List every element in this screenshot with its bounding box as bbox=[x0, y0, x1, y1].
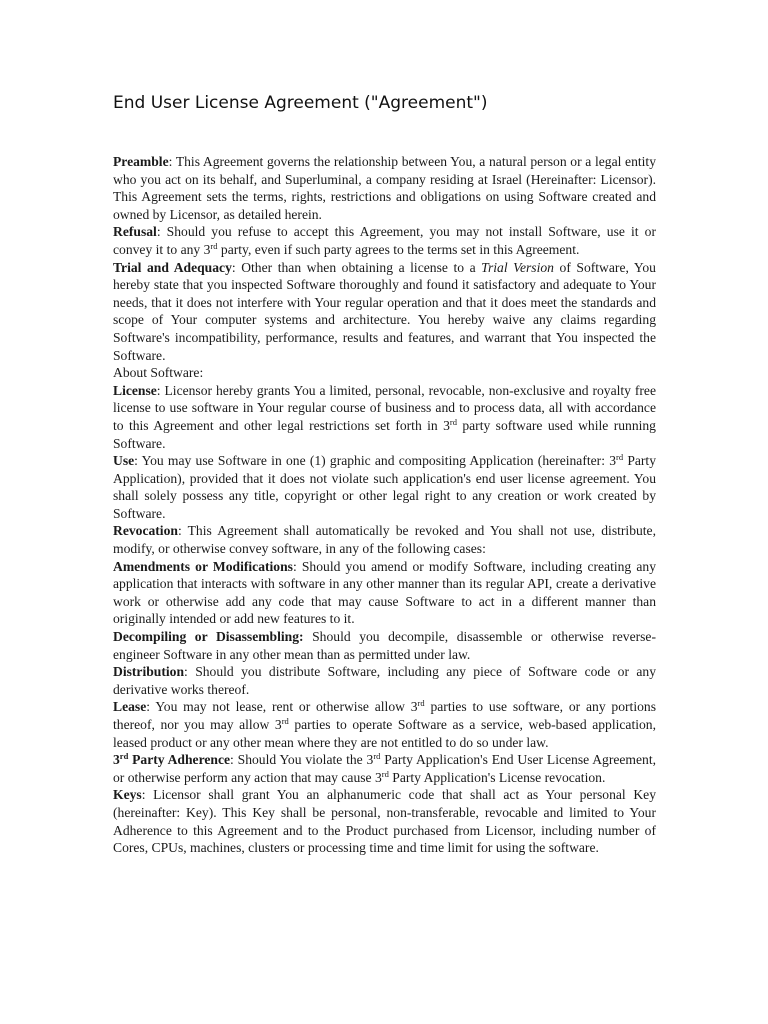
ordinal-suffix: rd bbox=[119, 751, 129, 762]
ordinal-suffix: rd bbox=[616, 452, 624, 463]
document-title: End User License Agreement ("Agreement") bbox=[113, 93, 488, 113]
ordinal-suffix: rd bbox=[210, 240, 218, 251]
section-text: parties to use software, or any portions thereof, nor you may allow 3 bbox=[113, 699, 656, 732]
section-term: Revocation bbox=[113, 523, 178, 539]
section-term: Keys bbox=[113, 787, 142, 803]
section-term: Preamble bbox=[113, 154, 169, 169]
section-text: : Should you refuse to accept this Agreement, you may not install Software, use it or convey it to any 3 bbox=[113, 224, 656, 257]
section-preamble bbox=[113, 153, 656, 223]
section-amendments bbox=[113, 558, 656, 628]
section-term: Decompiling or Disassembling: bbox=[113, 629, 304, 645]
section-term: Lease bbox=[113, 699, 147, 715]
section-refusal bbox=[113, 223, 656, 258]
section-distribution bbox=[113, 663, 656, 698]
section-text: parties to operate Software as a service, web-based application, leased product or any other mean where they are not entitled to do so under law. bbox=[113, 717, 656, 750]
section-license bbox=[113, 382, 656, 452]
section-text: : Should you amend or modify Software, including creating any application that interacts with software in any other manner than its regular API, create a derivative work or otherwise add any code that may cause Software to act in a different manner than originally intended or add new features to it. bbox=[113, 558, 656, 627]
section-term: Distribution bbox=[113, 664, 185, 680]
section-text: : This Agreement shall automatically be revoked and You shall not use, distribute, modify, or otherwise convey software, in any of the following cases: bbox=[113, 523, 656, 557]
section-term-part: 3 bbox=[113, 752, 120, 768]
section-about bbox=[113, 364, 656, 382]
section-term-part: Party Adherence bbox=[128, 752, 231, 768]
section-lease bbox=[113, 698, 656, 751]
section-keys bbox=[113, 786, 656, 856]
section-text: Party Application's License revocation. bbox=[388, 769, 606, 785]
section-text: of Software, You hereby state that you inspected Software thoroughly and found it satisfactory and adequate to Your needs, that it does not interfere with Your regular operation and that it does meet the standards and scope of Your computer systems and architecture. You hereby waive any claims regarding Software's incompatibility, performance, results and features, and warrant that You inspected the Software. bbox=[113, 259, 656, 363]
section-text: About Software: bbox=[113, 365, 204, 381]
section-text: Should you decompile, disassemble or otherwise reverse-engineer Software in any other mean than as permitted under law. bbox=[113, 629, 656, 662]
section-text: party software used while running Software. bbox=[113, 417, 656, 451]
section-use bbox=[113, 452, 656, 522]
section-term: Refusal bbox=[113, 224, 157, 240]
document-page bbox=[113, 93, 656, 857]
ordinal-suffix: rd bbox=[373, 751, 381, 762]
section-term bbox=[113, 752, 230, 767]
section-adherence bbox=[113, 751, 656, 786]
section-decompiling bbox=[113, 628, 656, 663]
ordinal-suffix: rd bbox=[449, 416, 457, 427]
section-text: : Should you distribute Software, including any piece of Software code or any derivative works thereof. bbox=[113, 664, 656, 697]
section-text: : This Agreement governs the relationship between You, a natural person or a legal entity who you act on its behalf, and Superluminal, a company residing at Israel (Hereinafter: Licensor). This Agreement sets the terms, rights, restrictions and obligations on using Software created and owned by Licensor, as detailed herein. bbox=[113, 154, 656, 222]
section-term: License bbox=[113, 382, 157, 398]
section-term: Trial and Adequacy bbox=[113, 259, 232, 275]
section-trial bbox=[113, 259, 656, 365]
section-term: Use bbox=[113, 453, 135, 469]
section-text: Party Application's End User License Agreement, or otherwise perform any action that may cause 3 bbox=[113, 752, 656, 785]
section-text: : Other than when obtaining a license to a bbox=[231, 259, 482, 275]
section-italic-text: Trial Version bbox=[481, 259, 554, 275]
ordinal-suffix: rd bbox=[281, 716, 289, 726]
section-text: : Should You violate the 3 bbox=[230, 752, 374, 768]
section-text: Party Application), provided that it does not violate such application's end user license agreement. You shall solely possess any title, copyright or other legal right to any creation or work created by Software. bbox=[113, 453, 657, 521]
section-text: : Licensor shall grant You an alphanumeric code that shall act as Your personal Key (hereinafter: Key). This Key shall be personal, non-transferable, revocable and limited to Your Adherence to this Agreement and to the Product purchased from Licensor, including number of Cores, CPUs, machines, clusters or processing time and time limit for using the software. bbox=[113, 787, 656, 856]
ordinal-suffix: rd bbox=[417, 698, 425, 709]
section-term: Amendments or Modifications bbox=[113, 558, 293, 574]
section-text: : You may not lease, rent or otherwise allow 3 bbox=[146, 699, 418, 715]
section-revocation bbox=[113, 522, 656, 557]
section-text: : You may use Software in one (1) graphic and compositing Application (hereinafter: 3 bbox=[134, 453, 616, 469]
ordinal-suffix: rd bbox=[381, 768, 389, 779]
section-text: : Licensor hereby grants You a limited, personal, revocable, non-exclusive and royalty free license to use software in Your regular course of business and to process data, all with accordance to this Agreement and other legal restrictions set forth in 3 bbox=[113, 382, 656, 433]
section-text: party, even if such party agrees to the terms set in this Agreement. bbox=[217, 241, 580, 257]
